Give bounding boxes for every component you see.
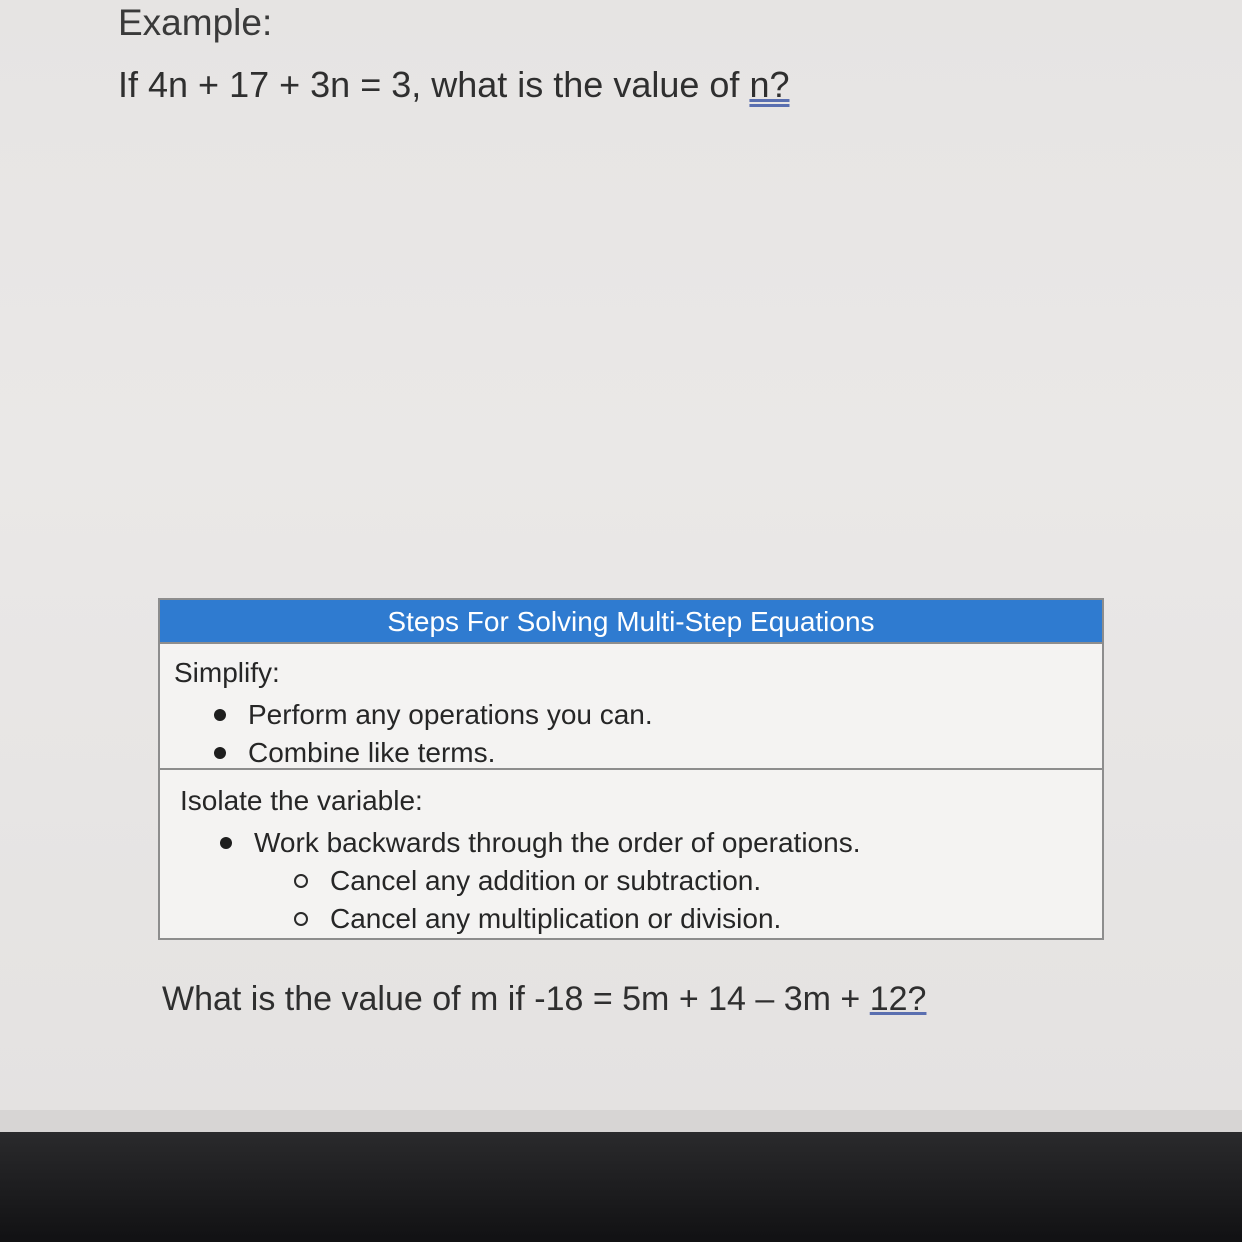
isolate-bullet-text: Work backwards through the order of operations. [254, 827, 861, 858]
practice-question-last-term: 12? [869, 980, 927, 1018]
bullet-icon [214, 747, 226, 759]
steps-table [158, 598, 1104, 940]
practice-question [162, 980, 926, 1019]
screen-bottom-edge [0, 1110, 1242, 1132]
simplify-section [160, 644, 1102, 770]
bullet-icon [214, 709, 226, 721]
list-item [214, 696, 1102, 734]
hollow-circle-icon [294, 874, 308, 888]
sub-list-item [294, 900, 1102, 938]
isolate-title: Isolate the variable: [180, 785, 423, 816]
bullet-icon [220, 837, 232, 849]
example-question-text: If 4n + 17 + 3n = 3, what is the value of [118, 64, 750, 105]
example-question [118, 64, 789, 106]
list-item [220, 824, 1102, 862]
sub-list-item [294, 862, 1102, 900]
steps-table-header: Steps For Solving Multi-Step Equations [160, 600, 1102, 644]
monitor-bezel [0, 1132, 1242, 1242]
hollow-circle-icon [294, 912, 308, 926]
isolate-section [160, 770, 1102, 938]
simplify-title: Simplify: [174, 657, 280, 688]
list-item [214, 734, 1102, 772]
example-question-variable: n? [749, 64, 790, 105]
practice-question-text: What is the value of m if -18 = 5m + 14 – 3m + [162, 980, 870, 1018]
isolate-sub-bullet-text: Cancel any addition or subtraction. [330, 865, 762, 896]
simplify-bullet-text: Combine like terms. [248, 737, 496, 768]
isolate-sub-bullet-text: Cancel any multiplication or division. [330, 903, 782, 934]
simplify-bullet-text: Perform any operations you can. [248, 699, 653, 730]
example-heading: Example: [118, 2, 273, 43]
